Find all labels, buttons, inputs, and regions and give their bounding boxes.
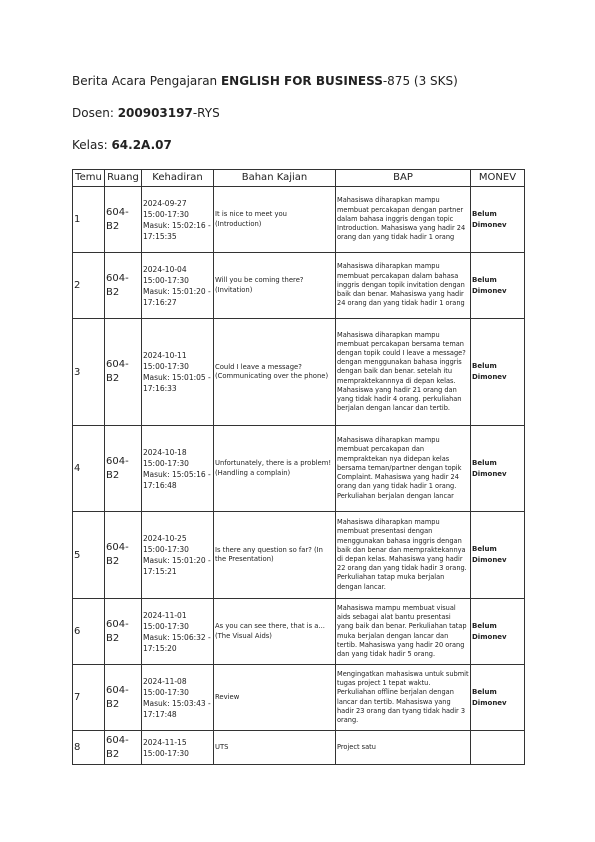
column-header-bap: BAP: [336, 170, 471, 187]
monev-status: Belum Dimonev: [471, 665, 525, 731]
check-in-time: Masuk: 15:05:16 - 17:16:48: [143, 469, 211, 490]
table-row: [73, 731, 525, 765]
attendance-cell: [142, 731, 214, 765]
class-label: Kelas:: [72, 138, 112, 152]
monev-status: [471, 731, 525, 765]
bap-cell: Mahasiswa diharapkan mampu membuat percakapan dengan partner dalam bahasa inggris dengan topic Introduction. Mahasiswa yang hadir 24 orang dan yang tidak hadir 1 orang: [336, 187, 471, 253]
bap-cell: Mahasiswa diharapkan mampu membuat percakapan dan mempraktekan nya didepan kelas bersama teman/partner dengan topik Complaint. Mahasiswa yang hadir 24 orang dan yang tidak hadir 1 orang. Perkuliahan berjalan dengan lancar: [336, 426, 471, 512]
topic-cell: Will you be coming there? (Invitation): [214, 253, 336, 319]
class-value: 64.2A.07: [111, 138, 172, 152]
table-row: [73, 426, 525, 512]
room-cell: 604-B2: [105, 319, 142, 426]
lecturer-label: Dosen:: [72, 106, 118, 120]
bap-cell: Project satu: [336, 731, 471, 765]
meeting-number: 5: [73, 512, 105, 599]
room-cell: 604-B2: [105, 665, 142, 731]
topic-cell: Review: [214, 665, 336, 731]
attendance-cell: [142, 319, 214, 426]
report-header: [72, 72, 525, 154]
lecturer-id: 200903197: [117, 106, 193, 120]
attendance-cell: [142, 187, 214, 253]
table-row: [73, 665, 525, 731]
schedule-time: 2024-11-15 15:00-17:30: [143, 737, 189, 758]
schedule-time: 2024-10-18 15:00-17:30: [143, 447, 189, 468]
lecturer-code: -RYS: [192, 106, 220, 120]
bap-cell: Mahasiswa diharapkan mampu membuat percakapan dalam bahasa inggris dengan topik invitation dengan baik dan benar. Mahasiswa yang hadir 24 orang dan yang tidak hadir 1 orang: [336, 253, 471, 319]
report-title: [72, 74, 458, 88]
column-header-kehadiran: Kehadiran: [142, 170, 214, 187]
course-name: ENGLISH FOR BUSINESS: [220, 74, 383, 88]
meeting-number: 1: [73, 187, 105, 253]
check-in-time: Masuk: 15:01:05 - 17:16:33: [143, 373, 211, 393]
column-header-bahan-kajian: Bahan Kajian: [214, 170, 336, 187]
table-row: [73, 512, 525, 599]
course-code: -875 (3 SKS): [382, 74, 458, 88]
attendance-cell: [142, 426, 214, 512]
monev-status: Belum Dimonev: [471, 187, 525, 253]
bap-cell: Mahasiswa diharapkan mampu membuat presentasi dengan menggunakan bahasa inggris dengan baik dan benar dan mempraktekannya di depan kelas. Mahasiswa yang hadir 22 orang dan yang tidak hadir 3 orang. Perkuliahan tatap muka berjalan dengan lancar.: [336, 512, 471, 599]
bap-cell: Mengingatkan mahasiswa untuk submit tugas project 1 tepat waktu. Perkuliahan offline berjalan dengan lancar dan tertib. Mahasiswa yang hadir 23 orang dan tyang tidak hadir 3 orang.: [336, 665, 471, 731]
table-row: [73, 253, 525, 319]
attendance-cell: [142, 599, 214, 665]
room-cell: 604-B2: [105, 426, 142, 512]
column-header-monev: MONEV: [471, 170, 525, 187]
schedule-time: 2024-10-11 15:00-17:30: [143, 351, 189, 371]
bap-cell: Mahasiswa mampu membuat visual aids sebagai alat bantu presentasi yang baik dan benar. Perkuliahan tatap muka berjalan dengan lancar dan tertib. Mahasiswa yang hadir 20 orang dan yang tidak hadir 5 orang.: [336, 599, 471, 665]
attendance-cell: [142, 665, 214, 731]
meeting-number: 6: [73, 599, 105, 665]
meeting-number: 3: [73, 319, 105, 426]
class-line: [72, 138, 172, 152]
topic-cell: Unfortunately, there is a problem! (Handling a complain): [214, 426, 336, 512]
room-cell: 604-B2: [105, 731, 142, 765]
column-header-ruang: Ruang: [105, 170, 142, 187]
meeting-number: 7: [73, 665, 105, 731]
table-row: [73, 319, 525, 426]
table-row: [73, 599, 525, 665]
monev-status: Belum Dimonev: [471, 253, 525, 319]
topic-cell: It is nice to meet you (Introduction): [214, 187, 336, 253]
check-in-time: Masuk: 15:06:32 - 17:15:20: [143, 632, 211, 653]
check-in-time: Masuk: 15:03:43 - 17:17:48: [143, 698, 211, 719]
room-cell: 604-B2: [105, 512, 142, 599]
topic-cell: UTS: [214, 731, 336, 765]
check-in-time: Masuk: 15:01:20 - 17:16:27: [143, 286, 211, 307]
meeting-number: 2: [73, 253, 105, 319]
room-cell: 604-B2: [105, 187, 142, 253]
bap-cell: Mahasiswa diharapkan mampu membuat percakapan bersama teman dengan topik could I leave a message? dengan menggunakan bahasa inggris dengan baik dan benar. setelah itu mempraktekannnya di depan kelas. Mahasiswa yang hadir 21 orang dan yang tidak hadir 4 orang. perkuliahan berjalan dengan lancar dan tertib.: [336, 319, 471, 426]
monev-status: Belum Dimonev: [471, 599, 525, 665]
attendance-table: [72, 169, 525, 765]
meeting-number: 4: [73, 426, 105, 512]
topic-cell: Could I leave a message? (Communicating over the phone): [214, 319, 336, 426]
room-cell: 604-B2: [105, 599, 142, 665]
check-in-time: Masuk: 15:01:20 - 17:15:21: [143, 556, 211, 576]
topic-cell: Is there any question so far? (In the Presentation): [214, 512, 336, 599]
attendance-cell: [142, 512, 214, 599]
schedule-time: 2024-10-04 15:00-17:30: [143, 264, 189, 285]
monev-status: Belum Dimonev: [471, 426, 525, 512]
table-row: [73, 187, 525, 253]
schedule-time: 2024-10-25 15:00-17:30: [143, 534, 189, 554]
topic-cell: As you can see there, that is a... (The Visual Aids): [214, 599, 336, 665]
meeting-number: 8: [73, 731, 105, 765]
schedule-time: 2024-11-08 15:00-17:30: [143, 676, 189, 697]
monev-status: Belum Dimonev: [471, 512, 525, 599]
room-cell: 604-B2: [105, 253, 142, 319]
schedule-time: 2024-11-01 15:00-17:30: [143, 610, 189, 631]
schedule-time: 2024-09-27 15:00-17:30: [143, 198, 189, 219]
column-header-temu: Temu: [73, 170, 105, 187]
check-in-time: Masuk: 15:02:16 - 17:15:35: [143, 220, 211, 241]
attendance-cell: [142, 253, 214, 319]
lecturer-line: [72, 106, 220, 120]
title-prefix: Berita Acara Pengajaran: [72, 74, 221, 88]
table-header-row: [73, 170, 525, 187]
monev-status: Belum Dimonev: [471, 319, 525, 426]
